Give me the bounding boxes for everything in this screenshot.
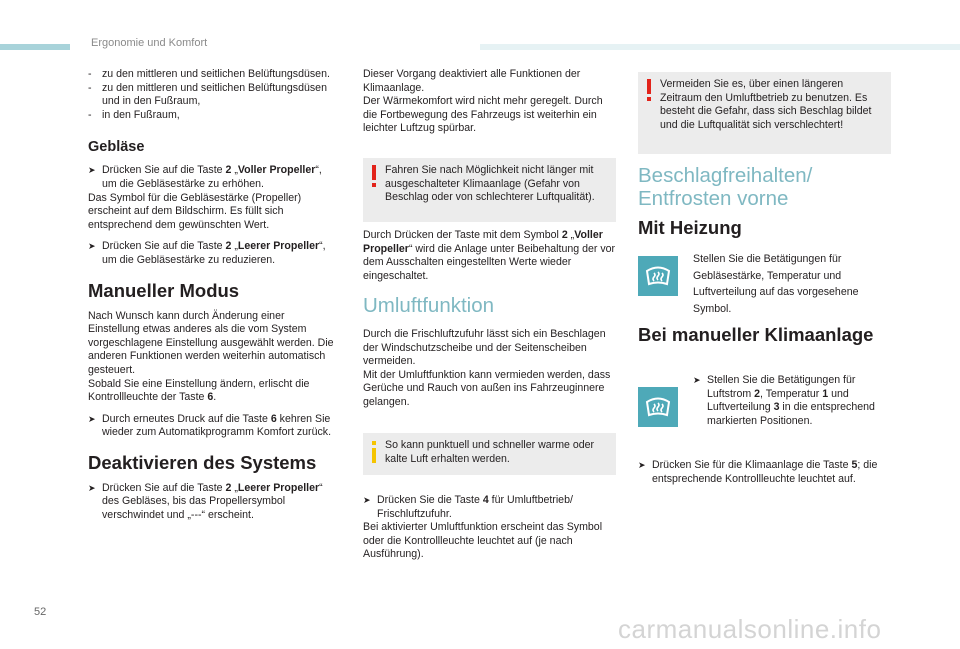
- manual-mode-step: ➤ Durch erneutes Druck auf die Taste 6 kehren Sie wieder zum Automatikprogramm Komfort zurück.: [88, 412, 332, 439]
- windscreen-defrost-tile: [638, 387, 678, 427]
- column-1: [88, 68, 338, 523]
- blower-step-1: ➤ Drücken Sie auf die Taste 2 „Voller Propeller“, um die Gebläsestärke zu erhöhen.: [88, 164, 322, 190]
- deactivate-step: ➤ Drücken Sie auf die Taste 2 „Leerer Propeller“ des Gebläses, bis das Propellersymbol verschwindet und „---“ erscheint.: [88, 481, 323, 522]
- reactivate-text: Durch Drücken der Taste mit dem Symbol 2 „Voller Propeller“ wird die Anlage unter Beibehaltung der vor dem Ausschalten eingestellten Werte wieder eingeschaltet.: [363, 229, 616, 282]
- recirculation-heading: Umluftfunktion: [363, 294, 495, 317]
- windscreen-defrost-tile: [638, 256, 678, 296]
- pointer-bullet-icon: ➤: [88, 482, 96, 493]
- defrost-heading: [638, 164, 918, 210]
- heating-text: Stellen Sie die Betätigungen für Gebläsestärke, Temperatur und Luftverteilung auf das vorgesehene Symbol.: [693, 253, 859, 315]
- manual-ac-step: [693, 374, 883, 428]
- ac-step: [638, 459, 893, 486]
- recirculation-note: Bei aktivierter Umluftfunktion erscheint das Symbol oder die Kontrollleuchte leuchtet auf (je nach Ausführung).: [363, 521, 603, 561]
- column-2: [363, 68, 618, 136]
- blower-heading: Gebläse: [88, 139, 145, 156]
- page-number: 52: [34, 606, 47, 618]
- intro-item: - zu den mittleren und seitlichen Belüftungsdüsen und in den Fußraum,: [88, 82, 338, 109]
- recirculation-text: [363, 328, 618, 410]
- blower-step-2: ➤ Drücken Sie auf die Taste 2 „Leerer Propeller“, um die Gebläsestärke zu reduzieren.: [88, 240, 326, 266]
- recirculation-text-2: Mit der Umluftfunktion kann vermieden werden, dass Gerüche und Rauch von außen ins Fahrzeuginnere gelangen.: [363, 368, 611, 408]
- defrost-heading-line-2: Entfrosten vorne: [638, 187, 789, 210]
- ac-step-text: ➤ Drücken Sie für die Klimaanlage die Taste 5; die entsprechende Kontrollleuchte leuchtet auf.: [638, 459, 878, 485]
- manual-mode-heading: Manueller Modus: [88, 279, 240, 301]
- warning-box-1: [363, 158, 616, 222]
- pointer-bullet-icon: ➤: [88, 413, 96, 424]
- deactivate-effect-2: Der Wärmekomfort wird nicht mehr geregelt. Durch die Fortbewegung des Fahrzeugs ist weiterhin ein leichter Luftzug spürbar.: [363, 95, 603, 135]
- manual-mode-text: Nach Wunsch kann durch Änderung einer Einstellung etwas anderes als die vom System vorgeschlagene Einstellung ausgewählt werden. Die anderen Funktionen werden weiterhin automatisch gesteuert.: [88, 309, 334, 376]
- windscreen-defrost-icon: [638, 256, 678, 296]
- recirculation-text-1: Durch die Frischluftzufuhr lässt sich ein Beschlagen der Windschutzscheibe und der Seitenscheiben vermeiden.: [363, 328, 606, 368]
- recirculation-step: ➤ Drücken Sie die Taste 4 für Umluftbetrieb/ Frischluftzufuhr.: [363, 494, 573, 520]
- header-bar: [480, 44, 960, 50]
- windscreen-defrost-icon: [638, 387, 678, 427]
- recirculation-instructions: [363, 494, 618, 562]
- pointer-bullet-icon: ➤: [88, 241, 96, 252]
- manual-ac-step-text: ➤ Stellen Sie die Betätigungen für Luftstrom 2, Temperatur 1 und Luftverteilung 3 in die entsprechend markierten Positionen.: [693, 374, 875, 427]
- pointer-bullet-icon: ➤: [88, 165, 96, 176]
- warning-text-2: Vermeiden Sie es, über einen längeren Zeitraum den Umluftbetrieb zu benutzen. Es besteht die Gefahr, dass sich Beschlag bildet und die Luftqualität sich verschlechtert!: [660, 78, 872, 131]
- manual-mode-text-2: Sobald Sie eine Einstellung ändern, erlischt die Kontrollleuchte der Taste 6.: [88, 377, 310, 404]
- header-accent: [0, 44, 70, 50]
- exclamation-icon: [646, 79, 652, 101]
- manual-ac-heading: Bei manueller Klimaanlage: [638, 324, 874, 345]
- pointer-bullet-icon: ➤: [693, 375, 701, 385]
- info-box: [363, 433, 616, 475]
- deactivate-effect: Dieser Vorgang deaktiviert alle Funktionen der Klimaanlage.: [363, 68, 581, 94]
- exclamation-icon: [371, 165, 377, 187]
- warning-text-1: Fahren Sie nach Möglichkeit nicht länger mit ausgeschalteter Klimaanlage (Gefahr von Beschlag oder von schlechterer Luftqualität).: [385, 164, 595, 204]
- info-text: So kann punktuell und schneller warme oder kalte Luft erhalten werden.: [385, 439, 595, 465]
- info-i-icon: [371, 441, 377, 463]
- blower-note: Das Symbol für die Gebläsestärke (Propeller) erscheint auf dem Bildschirm. Es füllt sich entsprechend dem gewünschten Wert.: [88, 191, 302, 231]
- warning-box-2: [638, 72, 891, 154]
- heating-heading: Mit Heizung: [638, 217, 742, 238]
- deactivate-heading: Deaktivieren des Systems: [88, 451, 317, 473]
- pointer-bullet-icon: ➤: [638, 460, 646, 470]
- intro-item: - in den Fußraum,: [88, 109, 338, 123]
- pointer-bullet-icon: ➤: [363, 495, 371, 505]
- header-section-title: Ergonomie und Komfort: [87, 37, 211, 51]
- watermark: carmanualsonline.info: [618, 614, 882, 644]
- intro-item: - zu den mittleren und seitlichen Belüftungsdüsen.: [88, 68, 338, 82]
- defrost-heading-line-1: Beschlagfreihalten/: [638, 164, 813, 187]
